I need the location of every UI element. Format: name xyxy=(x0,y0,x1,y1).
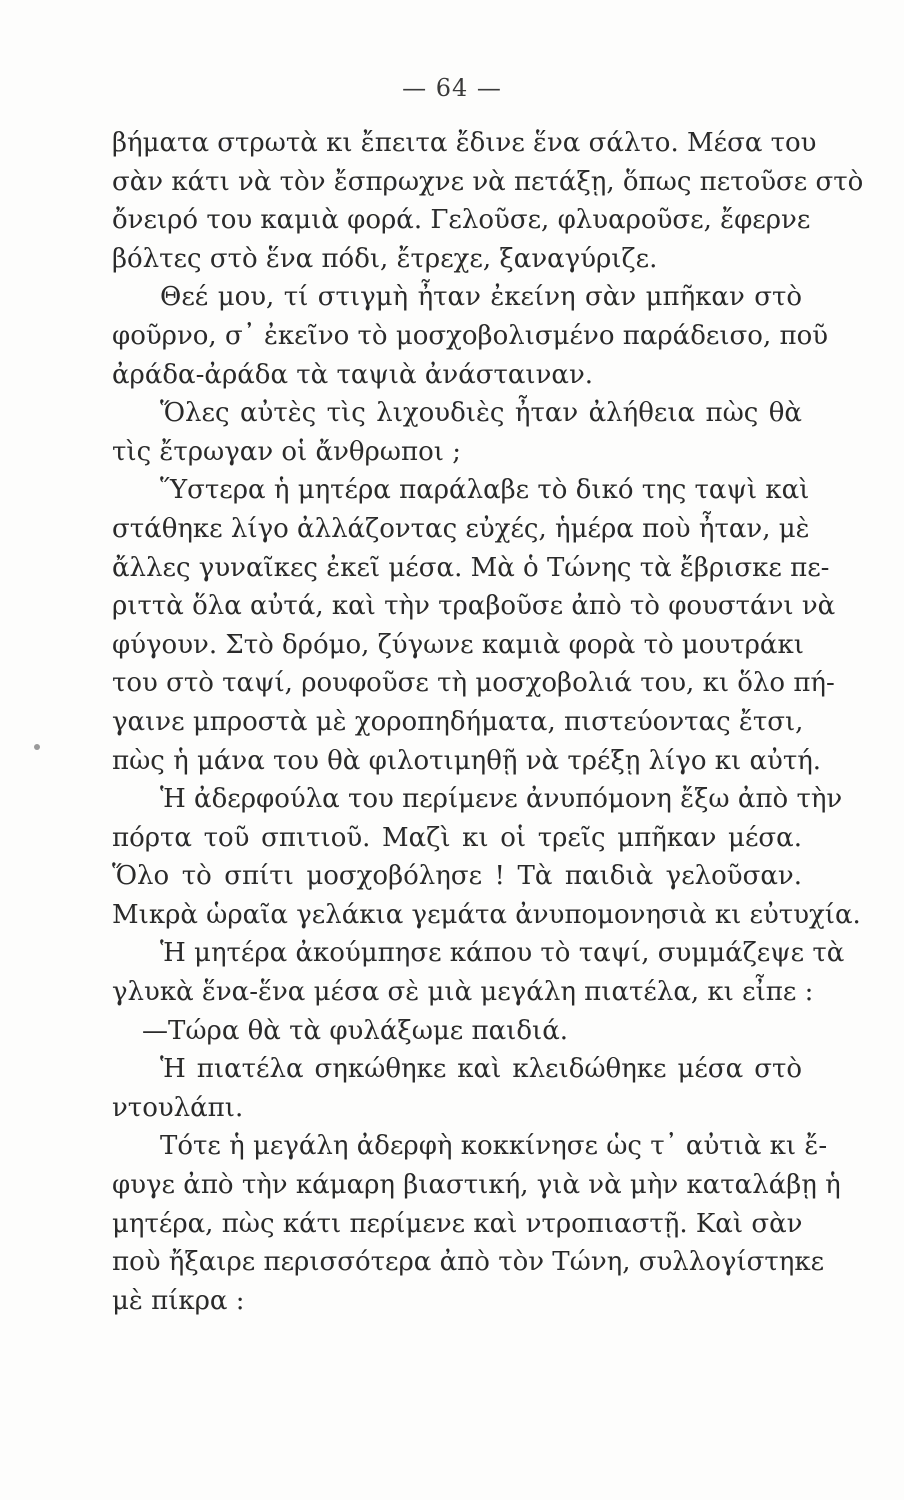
dialogue-line: —Τώρα θὰ τὰ φυλάξωμε παιδιά. xyxy=(142,1015,569,1046)
text-line: Ὅλο τὸ σπίτι μοσχοβόλησε ! Τὰ παιδιὰ γελοῦσαν. xyxy=(112,861,802,892)
text-line: βόλτες στὸ ἕνα πόδι, ἔτρεχε, ξαναγύριζε. xyxy=(112,243,658,274)
text-line: ντουλάπι. xyxy=(112,1092,244,1123)
text-line: φύγουν. Στὸ δρόμο, ζύγωνε καμιὰ φορὰ τὸ μουτράκι xyxy=(112,629,804,660)
text-line: μητέρα, πὼς κάτι περίμενε καὶ ντροπιαστῇ. Καὶ σὰν xyxy=(112,1208,803,1239)
text-line: φυγε ἀπὸ τὴν κάμαρη βιαστική, γιὰ νὰ μὴν καταλάβῃ ἡ xyxy=(112,1170,841,1201)
text-line: ριττὰ ὅλα αὐτά, καὶ τὴν τραβοῦσε ἀπὸ τὸ φουστάνι νὰ xyxy=(112,591,836,622)
text-line: φοῦρνο, σ᾿ ἐκεῖνο τὸ μοσχοβολισμένο παράδεισο, ποῦ xyxy=(112,320,829,351)
text-line: ἀράδα-ἀράδα τὰ ταψιὰ ἀνάσταιναν. xyxy=(112,359,594,390)
text-line: βήματα στρωτὰ κι ἔπειτα ἔδινε ἕνα σάλτο. Μέσα του xyxy=(112,128,817,158)
page-number: — 64 — xyxy=(402,74,502,102)
text-line: Ἡ μητέρα ἀκούμπησε κάπου τὸ ταψί, συμμάζεψε τὰ xyxy=(160,938,845,969)
text-line: ποὺ ἤξαιρε περισσότερα ἀπὸ τὸν Τώνη, συλλογίστηκε xyxy=(112,1247,825,1278)
text-line: πὼς ἡ μάνα του θὰ φιλοτιμηθῇ νὰ τρέξῃ λίγο κι αὐτή. xyxy=(112,745,822,776)
text-line: Τότε ἡ μεγάλη ἀδερφὴ κοκκίνησε ὡς τ᾿ αὐτιὰ κι ἔ- xyxy=(160,1131,828,1162)
margin-mark xyxy=(34,744,40,750)
text-line: ἄλλες γυναῖκες ἐκεῖ μέσα. Μὰ ὁ Τώνης τὰ ἔβρισκε πε- xyxy=(112,552,830,583)
text-line: μὲ πίκρα : xyxy=(112,1285,245,1316)
body-text xyxy=(112,124,864,1320)
text-line: γλυκὰ ἕνα-ἕνα μέσα σὲ μιὰ μεγάλη πιατέλα, κι εἶπε : xyxy=(112,977,814,1008)
text-line: γαινε μπροστὰ μὲ χοροπηδήματα, πιστεύοντας ἔτσι, xyxy=(112,706,804,737)
text-line: σὰν κάτι νὰ τὸν ἔσπρωχνε νὰ πετάξῃ, ὅπως πετοῦσε στὸ xyxy=(112,166,864,197)
text-line: τὶς ἔτρωγαν οἱ ἄνθρωποι ; xyxy=(112,436,461,467)
text-line: Μικρὰ ὡραῖα γελάκια γεμάτα ἀνυπομονησιὰ κι εὐτυχία. xyxy=(112,899,861,930)
text-line: Ὅλες αὐτὲς τὶς λιχουδιὲς ἦταν ἀλήθεια πὼς θὰ xyxy=(160,398,802,429)
text-line: ὄνειρό του καμιὰ φορά. Γελοῦσε, φλυαροῦσε, ἔφερνε xyxy=(112,205,811,236)
text-line: Ἡ πιατέλα σηκώθηκε καὶ κλειδώθηκε μέσα στὸ xyxy=(160,1054,802,1085)
text-line: Θεέ μου, τί στιγμὴ ἦταν ἐκείνη σὰν μπῆκαν στὸ xyxy=(160,282,802,313)
text-line: του στὸ ταψί, ρουφοῦσε τὴ μοσχοβολιά του, κι ὅλο πή- xyxy=(112,668,835,699)
text-line: Ἡ ἀδερφούλα του περίμενε ἀνυπόμονη ἔξω ἀπὸ τὴν xyxy=(160,784,843,815)
text-line: πόρτα τοῦ σπιτιοῦ. Μαζὶ κι οἱ τρεῖς μπῆκαν μέσα. xyxy=(112,822,802,853)
text-line: στάθηκε λίγο ἀλλάζοντας εὐχές, ἡμέρα ποὺ ἦταν, μὲ xyxy=(112,513,810,544)
text-line: Ὕστερα ἡ μητέρα παράλαβε τὸ δικό της ταψὶ καὶ xyxy=(160,475,810,506)
